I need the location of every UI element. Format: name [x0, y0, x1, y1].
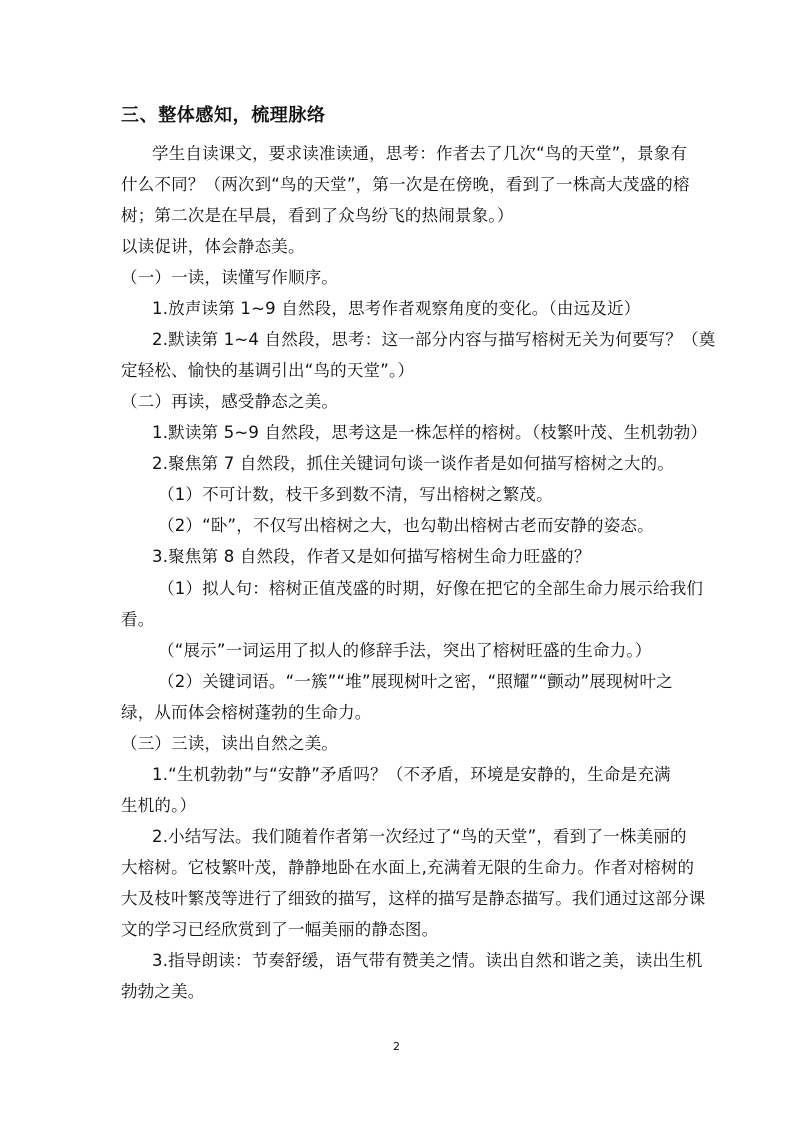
paragraph-line: 文的学习已经欣赏到了一幅美丽的静态图。: [121, 920, 439, 939]
paragraph-line: 2.小结写法。我们随着作者第一次经过了“鸟的天堂”，看到了一株美丽的: [152, 827, 687, 846]
paragraph-line: 绿，从而体会榕树蓬勃的生命力。: [121, 703, 372, 722]
paragraph-line: 以读促讲，体会静态美。: [121, 237, 305, 256]
paragraph-line: 定轻松、愉快的基调引出“鸟的天堂”。）: [121, 361, 415, 380]
paragraph-line: 1.“生机勃勃”与“安静”矛盾吗？（不矛盾，环境是安静的，生命是充满: [152, 765, 671, 784]
paragraph-line: 大及枝叶繁茂等进行了细致的描写，这样的描写是静态描写。我们通过这部分课: [121, 889, 706, 908]
subsection-heading: （一）一读，读懂写作顺序。: [121, 268, 339, 287]
page-number: 2: [393, 1040, 400, 1053]
paragraph-line: 1.默读第 5~9 自然段，思考这是一株怎样的榕树。（枝繁叶茂、生机勃勃）: [152, 423, 708, 442]
paragraph-line: 2.聚焦第 7 自然段，抓住关键词句谈一谈作者是如何描写榕树之大的。: [152, 454, 675, 473]
paragraph-line: （1）拟人句：榕树正值茂盛的时期，好像在把它的全部生命力展示给我们: [158, 579, 704, 598]
paragraph-line: 2.默读第 1~4 自然段，思考：这一部分内容与描写榕树无关为何要写？（奠: [152, 330, 716, 349]
subsection-heading: （三）三读，读出自然之美。: [121, 734, 339, 753]
paragraph-line: 3.聚焦第 8 自然段，作者又是如何描写榕树生命力旺盛的？: [152, 547, 591, 566]
paragraph-line: 什么不同？（两次到“鸟的天堂”，第一次是在傍晚，看到了一株高大茂盛的榕: [121, 175, 690, 194]
paragraph-line: 1.放声读第 1~9 自然段，思考作者观察角度的变化。（由远及近）: [152, 299, 641, 318]
paragraph-line: 树；第二次是在早晨，看到了众鸟纷飞的热闹景象。）: [121, 206, 514, 225]
section-heading: 三、整体感知，梳理脉络: [121, 105, 326, 126]
paragraph-line: 大榕树。它枝繁叶茂，静静地卧在水面上,充满着无限的生命力。作者对榕树的: [121, 858, 695, 877]
paragraph-line: 生机的。）: [121, 796, 197, 815]
paragraph-line: 3.指导朗读：节奏舒缓，语气带有赞美之情。读出自然和谐之美，读出生机: [152, 951, 703, 970]
paragraph-line: 勃勃之美。: [121, 982, 205, 1001]
paragraph-line: （2）关键词语。“一簇”“堆”展现树叶之密，“照耀”“颤动”展现树叶之: [158, 672, 673, 691]
subsection-heading: （二）再读，感受静态之美。: [121, 392, 339, 411]
paragraph-line: 看。: [121, 610, 155, 629]
paragraph-line: （“展示”一词运用了拟人的修辞手法，突出了榕树旺盛的生命力。）: [158, 641, 652, 660]
paragraph-line: （2）“卧”，不仅写出榕树之大，也勾勒出榕树古老而安静的姿态。: [158, 516, 654, 535]
paragraph-line: 学生自读课文，要求读准读通，思考：作者去了几次“鸟的天堂”，景象有: [152, 144, 688, 163]
paragraph-line: （1）不可计数，枝干多到数不清，写出榕树之繁茂。: [158, 485, 553, 504]
